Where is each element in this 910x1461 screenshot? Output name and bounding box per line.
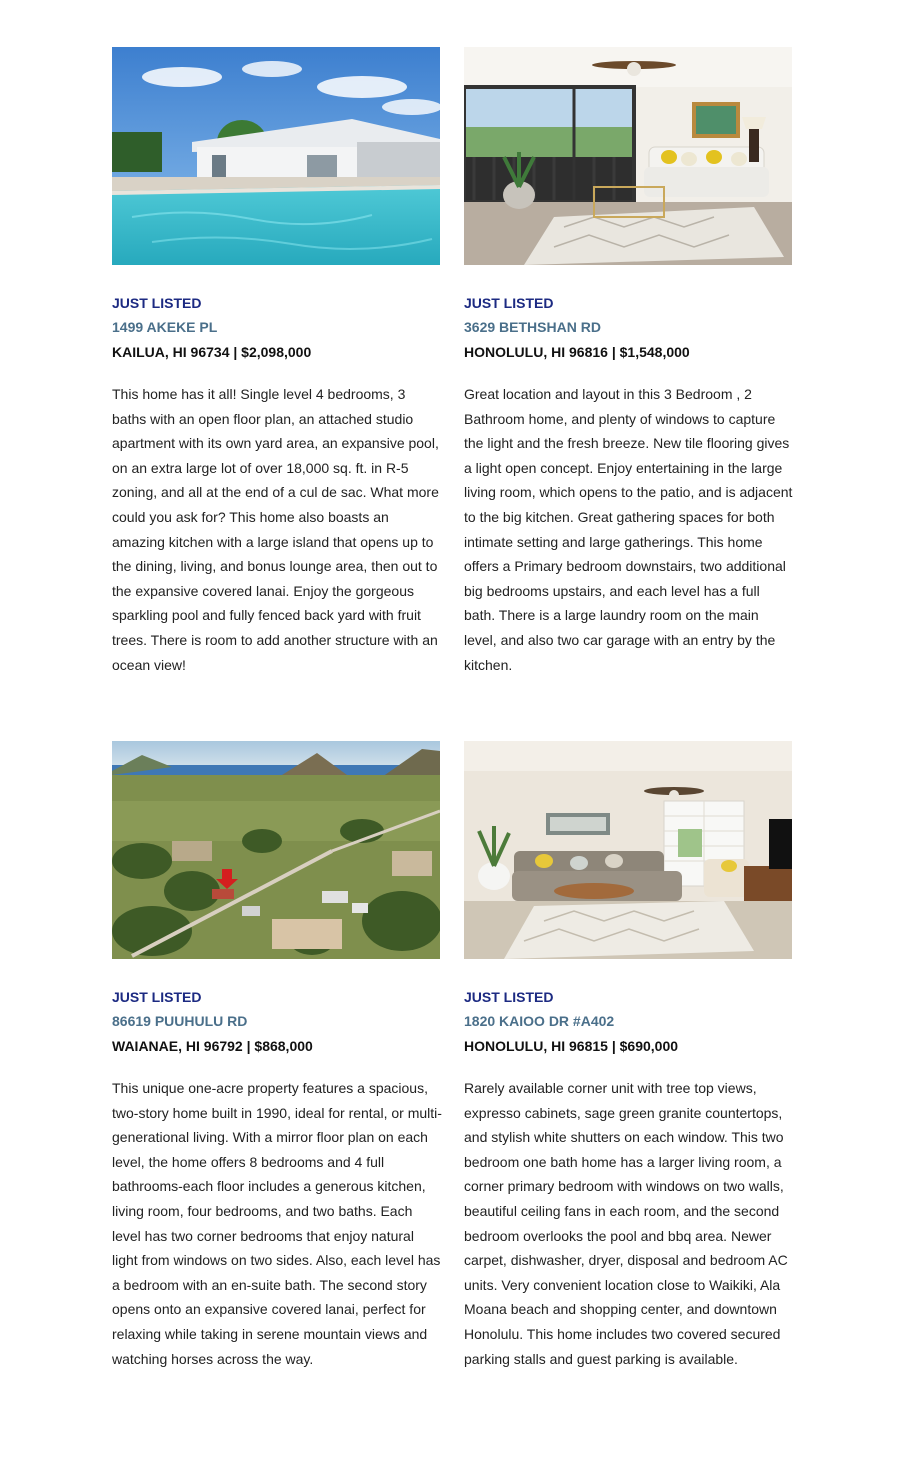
listing-status: JUST LISTED (112, 295, 202, 311)
listing-street-address[interactable]: 1499 AKEKE PL (112, 319, 218, 335)
listing-street-address[interactable]: 86619 PUUHULU RD (112, 1013, 248, 1029)
listing-city-price: HONOLULU, HI 96816 | $1,548,000 (464, 344, 690, 360)
living-room-photo[interactable] (464, 47, 792, 265)
listing-status: JUST LISTED (112, 989, 202, 1005)
listing-description: This unique one-acre property features a spacious, two-story home built in 1990, ideal for rental, or multi-generational living. With a mirror floor plan on each level, the home offers 8 bedrooms and 4 full bathrooms-each floor includes a generous kitchen, living room, four bedrooms, and two baths. Each level has two corner bedrooms that enjoy natural light from windows on two sides. Also, each level has a bedroom with an en-suite bath. The second story opens onto an expansive covered lanai, perfect for relaxing while taking in serene mountain views and watching horses across the way. (112, 1080, 442, 1367)
listing-city-price: WAIANAE, HI 96792 | $868,000 (112, 1038, 313, 1054)
listing-status: JUST LISTED (464, 989, 554, 1005)
listing-city-price: KAILUA, HI 96734 | $2,098,000 (112, 344, 312, 360)
listing-card-akeke (112, 47, 442, 677)
listing-description: This home has it all! Single level 4 bedrooms, 3 baths with an open floor plan, an attached studio apartment with its own yard area, an expansive pool, on an extra large lot of over 18,000 sq. ft. in R-5 zoning, and all at the end of a cul de sac. What more could you ask for? This home also boasts an amazing kitchen with a large island that opens up to the dining, living, and bonus lounge area, then out to the expansive covered lanai. Enjoy the gorgeous sparkling pool and fully fenced back yard with fruit trees. There is room to add another structure with an ocean view! (112, 386, 439, 673)
listing-street-address[interactable]: 3629 BETHSHAN RD (464, 319, 601, 335)
aerial-view-photo[interactable] (112, 741, 440, 959)
listing-description: Great location and layout in this 3 Bedroom , 2 Bathroom home, and plenty of windows to capture the light and the fresh breeze. New tile flooring gives a light open concept. Enjoy entertaining in the large living room, which opens to the patio, and is adjacent to the big kitchen. Great gathering spaces for both intimate setting and large gatherings. This home offers a Primary bedroom downstairs, two additional big bedrooms upstairs, and each level has a full bath. There is a large laundry room on the main level, and also two car garage with an entry by the kitchen. (464, 386, 793, 673)
listing-status: JUST LISTED (464, 295, 554, 311)
listing-card-puuhulu (112, 741, 442, 1371)
condo-living-room-photo[interactable] (464, 741, 792, 959)
listing-card-kaioo (464, 741, 794, 1371)
listing-card-bethshan (464, 47, 794, 677)
listing-description: Rarely available corner unit with tree top views, expresso cabinets, sage green granite countertops, and stylish white shutters on each window. This two bedroom one bath home has a larger living room, a corner primary bedroom with windows on two walls, beautiful ceiling fans in each room, and the second bedroom overlooks the pool and bbq area. Newer carpet, dishwasher, dryer, disposal and bedroom AC units. Very convenient location close to Waikiki, Ala Moana beach and shopping center, and downtown Honolulu. This home includes two covered secured parking stalls and guest parking is available. (464, 1080, 788, 1367)
listing-city-price: HONOLULU, HI 96815 | $690,000 (464, 1038, 679, 1054)
pool-house-photo[interactable] (112, 47, 440, 265)
listing-street-address[interactable]: 1820 KAIOO DR #A402 (464, 1013, 615, 1029)
